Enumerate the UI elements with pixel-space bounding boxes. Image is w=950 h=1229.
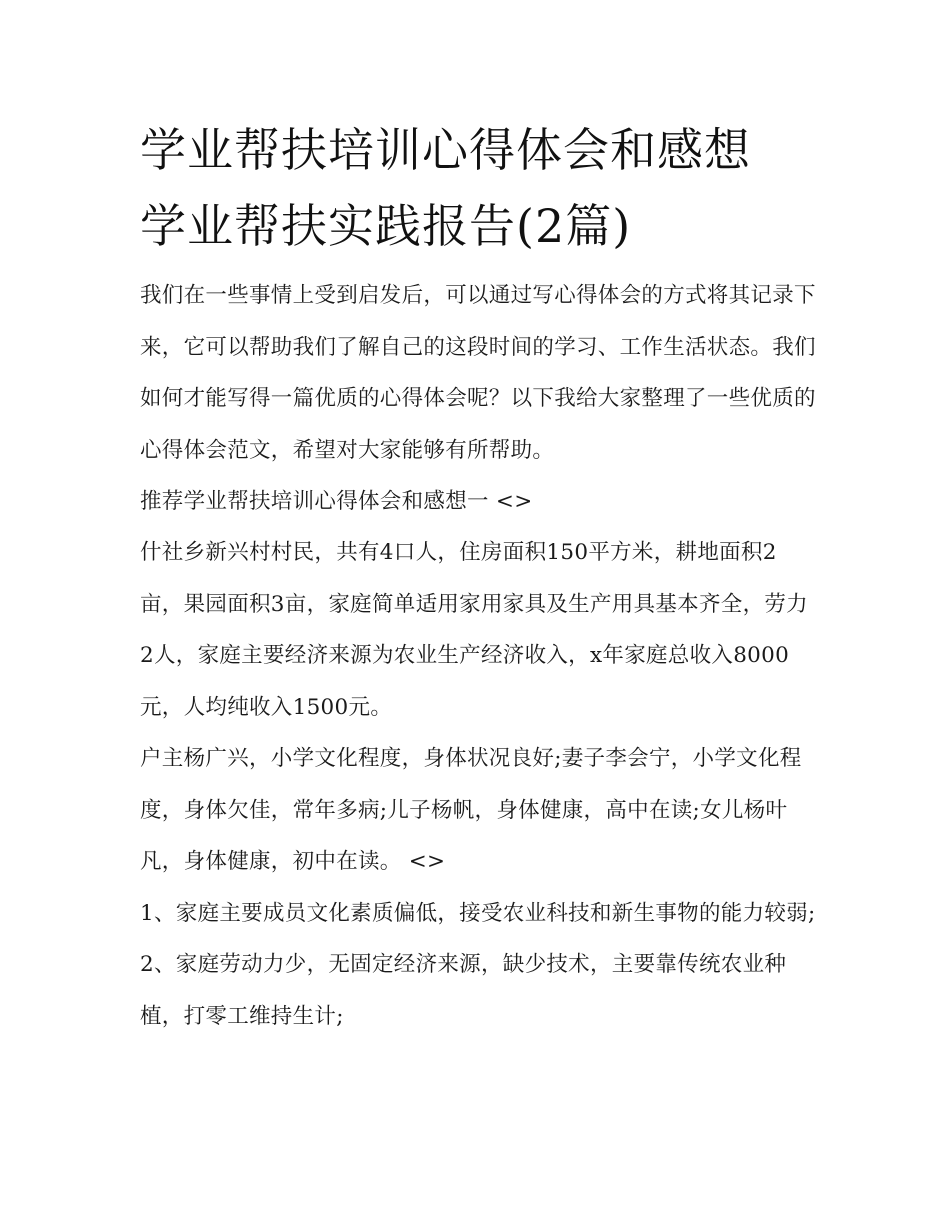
title-line-2: 学业帮扶实践报告(2篇) bbox=[140, 199, 632, 253]
title-line-1: 学业帮扶培训心得体会和感想 bbox=[140, 123, 751, 177]
family-members-paragraph: 户主杨广兴，小学文化程度，身体状况良好;妻子李会宁，小学文化程度，身体欠佳，常年多病;儿子杨帆，身体健康，高中在读;女儿杨叶凡，身体健康，初中在读。 <> bbox=[140, 746, 802, 874]
document-page bbox=[140, 112, 820, 1042]
household-info-paragraph: 什社乡新兴村村民，共有4口人，住房面积150平方米，耕地面积2亩，果园面积3亩，家庭简单适用家用家具及生产用具基本齐全，劳力2人，家庭主要经济来源为农业生产经济收入，x年家庭总收入8000元，人均纯收入1500元。 bbox=[140, 540, 808, 720]
problems-paragraph: 1、家庭主要成员文化素质偏低，接受农业科技和新生事物的能力较弱; 2、家庭劳动力少，无固定经济来源，缺少技术，主要靠传统农业种植，打零工维持生计; bbox=[140, 900, 816, 1029]
section-heading: 推荐学业帮扶培训心得体会和感想一 <> bbox=[140, 489, 533, 514]
document-title bbox=[140, 112, 820, 264]
intro-paragraph: 我们在一些事情上受到启发后，可以通过写心得体会的方式将其记录下来，它可以帮助我们了解自己的这段时间的学习、工作生活状态。我们如何才能写得一篇优质的心得体会呢？以下我给大家整理了一些优质的心得体会范文，希望对大家能够有所帮助。 bbox=[140, 283, 816, 463]
